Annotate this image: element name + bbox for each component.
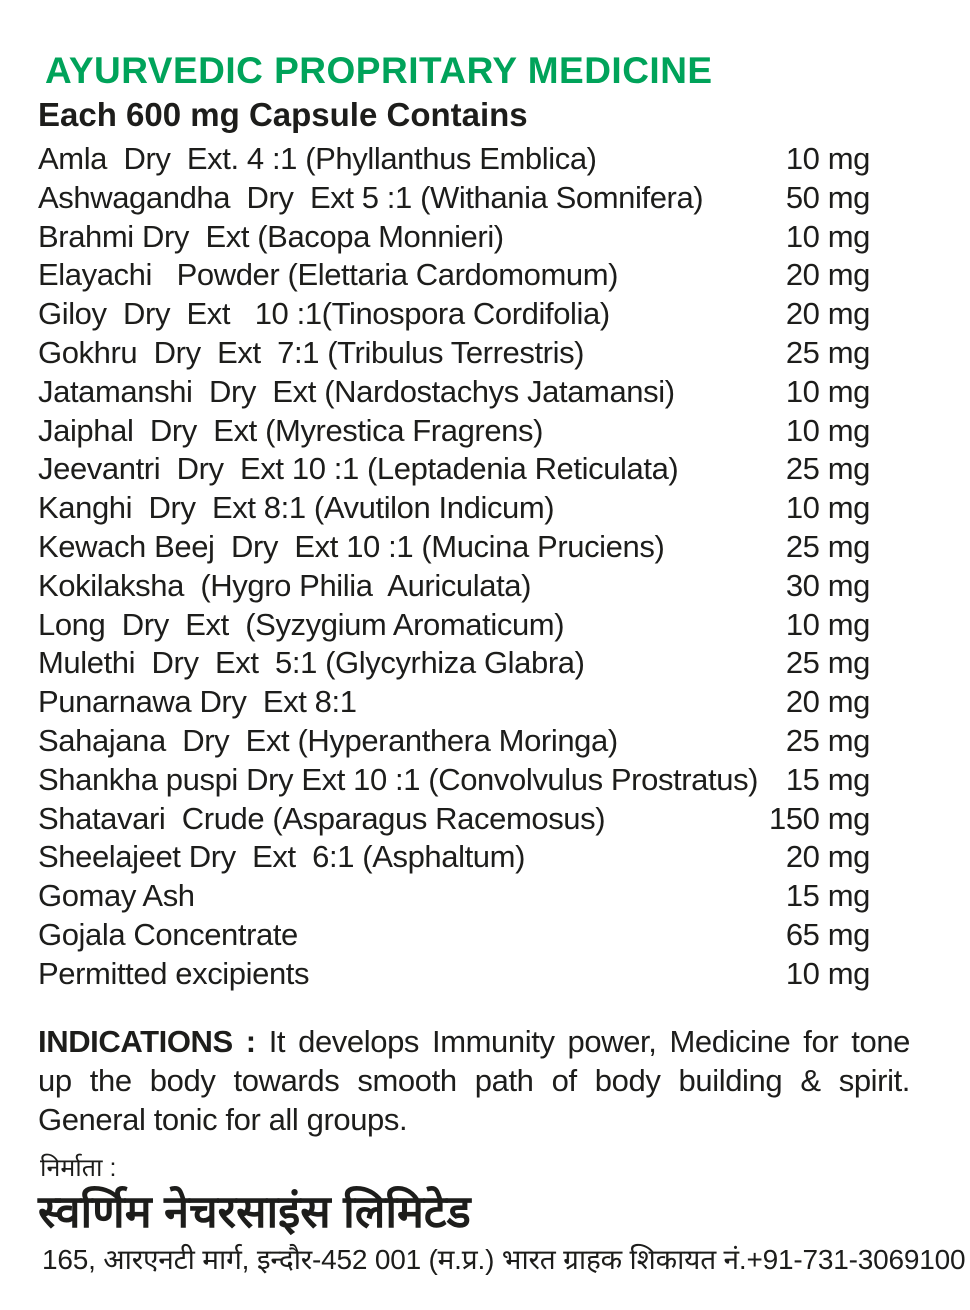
ingredient-row [38, 489, 870, 528]
ingredient-amount: 10 mg [785, 490, 870, 526]
ingredient-row [38, 179, 870, 218]
ingredient-row [38, 528, 870, 567]
ingredient-name: Long Dry Ext (Syzygium Aromaticum) [38, 606, 565, 642]
ingredient-row [38, 334, 870, 373]
ingredient-name: Sheelajeet Dry Ext 6:1 (Asphaltum) [38, 839, 525, 875]
ingredient-name: Permitted excipients [38, 955, 310, 991]
indications-label: INDICATIONS : [38, 1024, 256, 1059]
ingredient-row [38, 722, 870, 761]
ingredient-name: Punarnawa Dry Ext 8:1 [38, 684, 357, 720]
ingredient-amount: 15 mg [785, 878, 870, 914]
ingredient-row [38, 800, 870, 839]
ingredient-amount: 25 mg [785, 645, 870, 681]
indications-line-1 [38, 1022, 910, 1061]
ingredient-amount: 15 mg [785, 761, 870, 797]
ingredient-name: Jeevantri Dry Ext 10 :1 (Leptadenia Reticulata) [38, 451, 679, 487]
indications-line-2: up the body towards smooth path of body building & spirit. [38, 1063, 910, 1098]
ingredient-row [38, 218, 870, 257]
ingredient-row [38, 140, 870, 179]
ingredient-amount: 150 mg [769, 800, 870, 836]
ingredient-amount: 20 mg [785, 839, 870, 875]
indications-section [38, 1022, 910, 1139]
ingredient-amount: 50 mg [785, 179, 870, 215]
ingredient-row [38, 838, 870, 877]
ingredient-name: Jatamanshi Dry Ext (Nardostachys Jatamansi) [38, 373, 675, 409]
ingredient-row [38, 606, 870, 645]
ingredient-amount: 10 mg [785, 141, 870, 176]
ingredient-row [38, 761, 870, 800]
ingredient-name: Kanghi Dry Ext 8:1 (Avutilon Indicum) [38, 490, 555, 526]
ingredient-name: Shankha puspi Dry Ext 10 :1 (Convolvulus Prostratus) [38, 761, 759, 797]
ingredient-amount: 10 mg [785, 955, 870, 991]
ingredient-name: Giloy Dry Ext 10 :1(Tinospora Cordifolia) [38, 296, 610, 332]
indications-line-1-text: It develops Immunity power, Medicine for tone [255, 1024, 911, 1059]
ingredient-amount: 20 mg [785, 296, 870, 332]
ingredient-name: Kokilaksha (Hygro Philia Auriculata) [38, 567, 532, 603]
ingredient-name: Kewach Beej Dry Ext 10 :1 (Mucina Pruciens) [38, 528, 665, 564]
ingredient-name: Shatavari Crude (Asparagus Racemosus) [38, 800, 606, 836]
ingredient-amount: 25 mg [785, 722, 870, 758]
ingredient-row [38, 683, 870, 722]
ingredient-row [38, 256, 870, 295]
ingredient-row [38, 373, 870, 412]
ingredient-name: Elayachi Powder (Elettaria Cardomomum) [38, 257, 619, 293]
ingredient-amount: 20 mg [785, 684, 870, 720]
ingredient-row [38, 955, 870, 994]
ingredient-row [38, 412, 870, 451]
manufacturer-label: निर्माता : [40, 1154, 117, 1182]
ingredient-list [38, 140, 870, 994]
ingredient-row [38, 916, 870, 955]
ingredient-amount: 30 mg [785, 567, 870, 603]
ingredient-amount: 65 mg [785, 916, 870, 952]
ingredient-amount: 10 mg [785, 218, 870, 254]
ingredient-name: Amla Dry Ext. 4 :1 (Phyllanthus Emblica) [38, 141, 597, 176]
capsule-contents-heading: Each 600 mg Capsule Contains [38, 96, 528, 133]
ingredient-amount: 10 mg [785, 373, 870, 409]
page-title: AYURVEDIC PROPRITARY MEDICINE [45, 50, 713, 91]
indications-line-3: General tonic for all groups. [38, 1102, 408, 1137]
manufacturer-name: स्वर्णिम नेचरसाइंस लिमिटेड [38, 1186, 471, 1237]
manufacturer-address: 165, आरएनटी मार्ग, इन्दौर-452 001 (म.प्र.) भारत ग्राहक शिकायत नं.+91-731-3069100 [42, 1244, 966, 1275]
ingredient-name: Jaiphal Dry Ext (Myrestica Fragrens) [38, 412, 544, 448]
ingredient-amount: 10 mg [785, 412, 870, 448]
ingredient-amount: 10 mg [785, 606, 870, 642]
ingredient-name: Mulethi Dry Ext 5:1 (Glycyrhiza Glabra) [38, 645, 585, 681]
ingredient-name: Gomay Ash [38, 878, 195, 914]
ingredient-amount: 25 mg [785, 451, 870, 487]
ingredient-amount: 20 mg [785, 257, 870, 293]
ingredient-name: Gokhru Dry Ext 7:1 (Tribulus Terrestris) [38, 334, 585, 370]
ingredient-name: Sahajana Dry Ext (Hyperanthera Moringa) [38, 722, 618, 758]
ingredient-name: Gojala Concentrate [38, 916, 298, 952]
ingredient-amount: 25 mg [785, 528, 870, 564]
ingredient-row [38, 877, 870, 916]
ingredient-row [38, 450, 870, 489]
ingredient-row [38, 644, 870, 683]
ingredient-name: Brahmi Dry Ext (Bacopa Monnieri) [38, 218, 504, 254]
ingredient-row [38, 567, 870, 606]
ingredient-name: Ashwagandha Dry Ext 5 :1 (Withania Somnifera) [38, 179, 704, 215]
ingredient-row [38, 295, 870, 334]
ingredient-amount: 25 mg [785, 334, 870, 370]
